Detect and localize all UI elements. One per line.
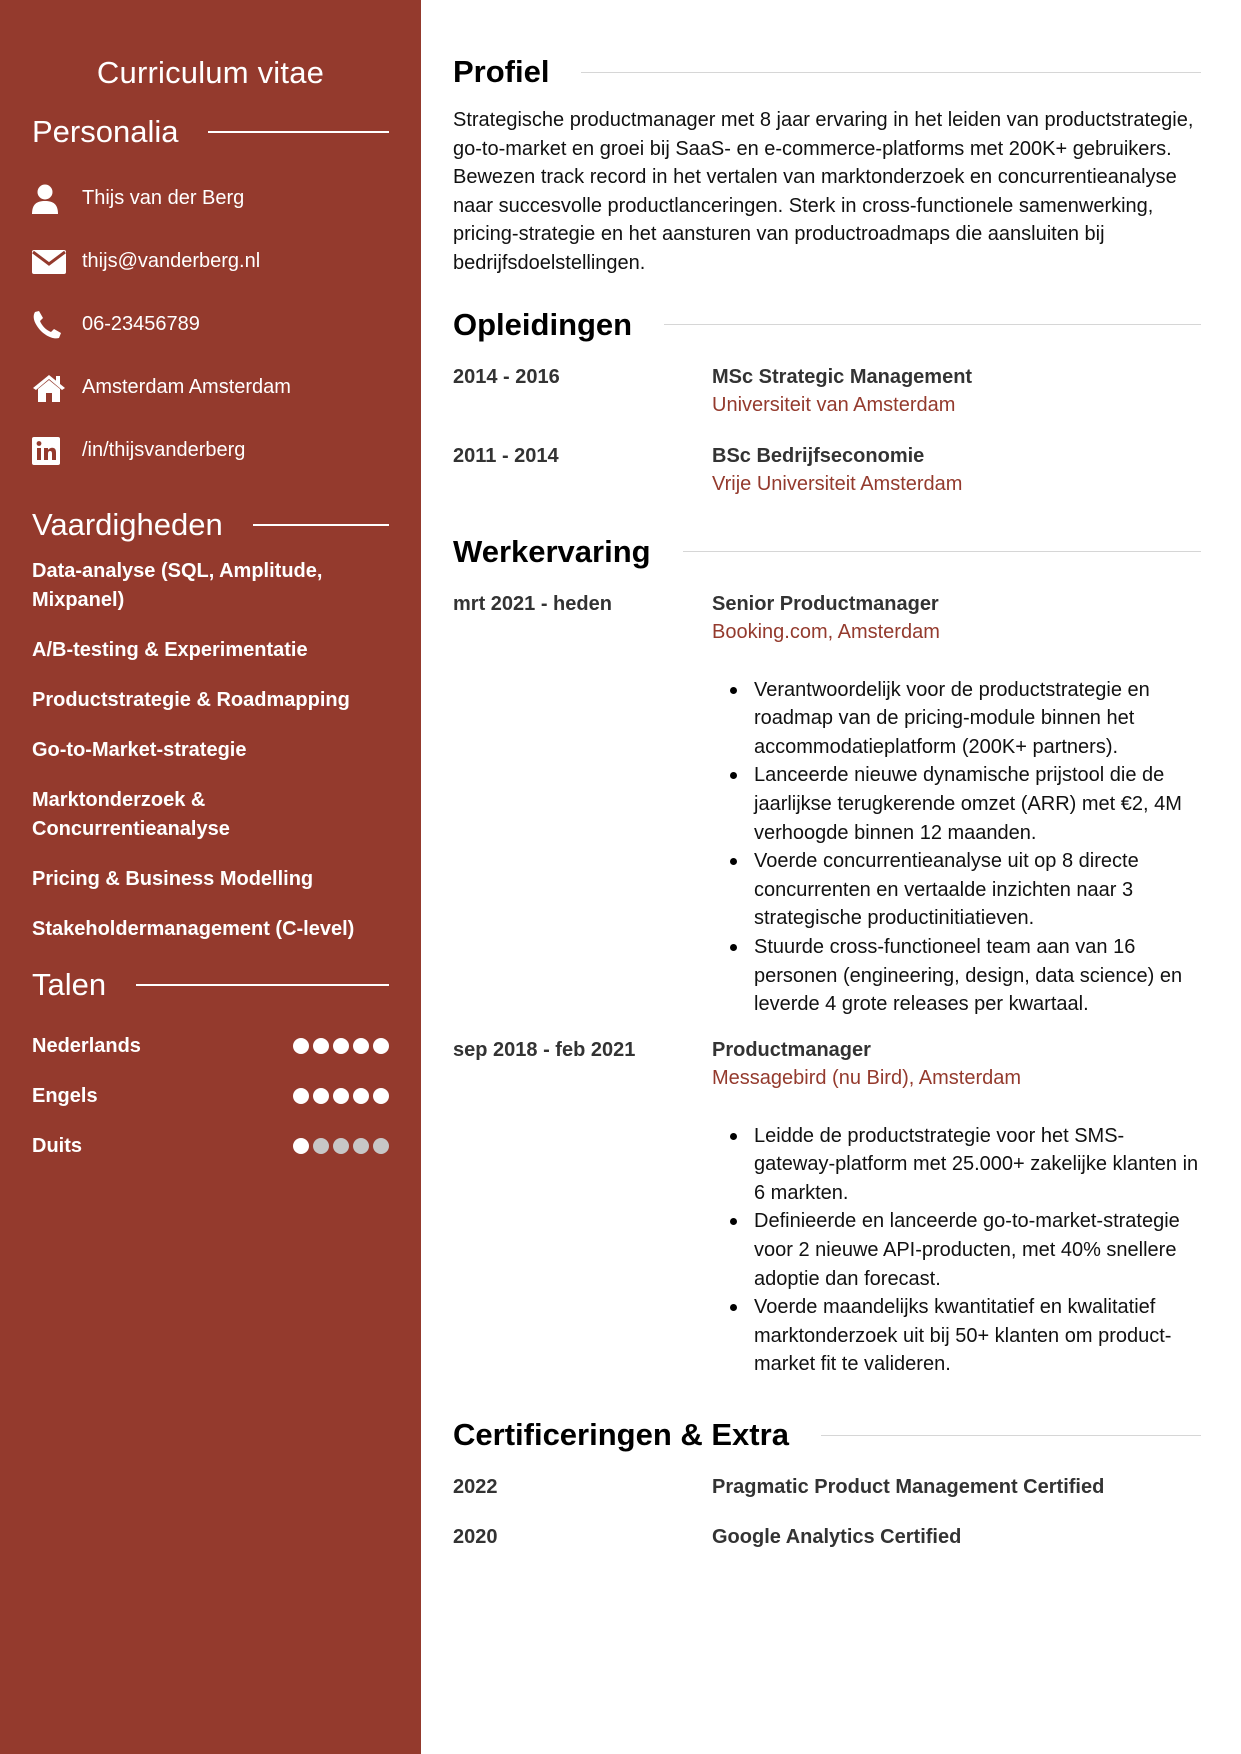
work-role: Senior Productmanager: [712, 592, 939, 615]
contact-address-text: Amsterdam Amsterdam: [82, 376, 291, 398]
contact-email[interactable]: [32, 230, 389, 293]
skill-item: Pricing & Business Modelling: [32, 868, 314, 890]
contact-list: [32, 167, 389, 482]
contact-address: [32, 356, 389, 419]
education-heading: [453, 305, 1201, 345]
languages-heading-text: Talen: [32, 967, 107, 1002]
level-dot: [353, 1088, 369, 1104]
work-role: Productmanager: [712, 1038, 871, 1061]
bullet-item: Stuurde cross-functioneel team aan van 16 personen (engineering, design, data science) en leverde 4 grote releases per kwartaal.: [712, 933, 1201, 1019]
heading-divider: [581, 72, 1201, 73]
level-dot: [373, 1038, 389, 1054]
level-dot: [333, 1138, 349, 1154]
level-dot: [373, 1088, 389, 1104]
skill-item: Productstrategie & Roadmapping: [32, 689, 350, 711]
level-dot: [353, 1038, 369, 1054]
level-dot: [313, 1088, 329, 1104]
bullet-item: Voerde concurrentieanalyse uit op 8 directe concurrenten en vertaalde inzichten naar 3 strategische productinitiatieven.: [712, 847, 1201, 933]
contact-phone: [32, 293, 389, 356]
skill-item: Marktonderzoek & Concurrentieanalyse: [32, 789, 230, 840]
work-heading-text: Werkervaring: [453, 533, 651, 569]
personalia-heading: [32, 112, 389, 152]
language-row: [32, 1071, 389, 1121]
bullet-item: Verantwoordelijk voor de productstrategie en roadmap van de pricing-module binnen het accommodatieplatform (200K+ partners).: [712, 676, 1201, 762]
level-dot: [353, 1138, 369, 1154]
education-school: Universiteit van Amsterdam: [712, 393, 956, 416]
skills-heading: [32, 505, 389, 545]
bullet-item: Voerde maandelijks kwantitatief en kwalitatief marktonderzoek uit bij 50+ klanten om product-market fit te valideren.: [712, 1293, 1201, 1379]
education-school: Vrije Universiteit Amsterdam: [712, 472, 963, 495]
language-level: [293, 1138, 389, 1154]
level-dot: [333, 1088, 349, 1104]
personalia-heading-text: Personalia: [32, 114, 179, 149]
education-date: 2014 - 2016: [453, 365, 560, 388]
education-heading-text: Opleidingen: [453, 306, 633, 342]
language-row: [32, 1021, 389, 1071]
work-company: Messagebird (nu Bird), Amsterdam: [712, 1066, 1022, 1089]
bullet-item: Definieerde en lanceerde go-to-market-strategie voor 2 nieuwe API-producten, met 40% snellere adoptie dan forecast.: [712, 1207, 1201, 1293]
sidebar: [0, 0, 421, 1754]
bullet-item: Leidde de productstrategie voor het SMS-gateway-platform met 25.000+ zakelijke klanten in 6 markten.: [712, 1122, 1201, 1208]
contact-phone-text: 06-23456789: [82, 313, 200, 335]
language-name: Engels: [32, 1084, 98, 1107]
education-entry: [453, 363, 1201, 419]
main-content: [421, 0, 1241, 1754]
certification-date: 2020: [453, 1526, 498, 1549]
work-entry: [453, 1036, 1201, 1379]
work-bullets: [712, 676, 1201, 1019]
heading-divider: [208, 131, 389, 133]
education-entry: [453, 442, 1201, 498]
work-date: sep 2018 - feb 2021: [453, 1038, 636, 1061]
bullet-item: Lanceerde nieuwe dynamische prijstool die de jaarlijkse terugkerende omzet (ARR) met €2, 4M verhoogde binnen 12 maanden.: [712, 761, 1201, 847]
user-icon: [32, 182, 82, 216]
language-level: [293, 1038, 389, 1054]
skills-heading-text: Vaardigheden: [32, 507, 223, 542]
skill-item: Stakeholdermanagement (C-level): [32, 918, 355, 940]
skills-list: [32, 557, 389, 944]
language-row: [32, 1121, 389, 1171]
linkedin-icon: [32, 434, 82, 468]
contact-linkedin[interactable]: [32, 419, 389, 482]
contact-email-text[interactable]: thijs@vanderberg.nl: [82, 250, 261, 272]
profile-heading: [453, 52, 1201, 92]
envelope-icon: [32, 245, 82, 279]
heading-divider: [253, 524, 389, 526]
certification-entry: [453, 1523, 1201, 1551]
level-dot: [293, 1138, 309, 1154]
heading-divider: [821, 1435, 1201, 1436]
profile-heading-text: Profiel: [453, 54, 550, 89]
level-dot: [373, 1138, 389, 1154]
level-dot: [293, 1038, 309, 1054]
language-level: [293, 1088, 389, 1104]
languages-heading: [32, 965, 389, 1005]
language-name: Duits: [32, 1134, 82, 1157]
contact-name: [32, 167, 389, 230]
certification-date: 2022: [453, 1476, 498, 1499]
home-icon: [32, 371, 82, 405]
skill-item: Go-to-Market-strategie: [32, 739, 247, 761]
level-dot: [293, 1088, 309, 1104]
heading-divider: [664, 324, 1201, 325]
contact-linkedin-text[interactable]: /in/thijsvanderberg: [82, 439, 246, 461]
certifications-heading-text: Certificeringen & Extra: [453, 1417, 789, 1453]
certification-title: Google Analytics Certified: [712, 1526, 962, 1549]
work-heading: [453, 532, 1201, 572]
skill-item: A/B-testing & Experimentatie: [32, 639, 308, 661]
work-date: mrt 2021 - heden: [453, 592, 612, 615]
education-date: 2011 - 2014: [453, 444, 559, 467]
certifications-heading: [453, 1415, 1201, 1455]
profile-text: Strategische productmanager met 8 jaar ervaring in het leiden van productstrategie, go-to-market en groei bij SaaS- en e-commerce-platforms met 200K+ gebruikers. Bewezen track record in het vertalen van marktonderzoek en concurrentieanalyse naar succesvolle productlanceringen. Sterk in cross-functionele samenwerking, pricing-strategie en het aansturen van productroadmaps die aansluiten bij bedrijfsdoelstellingen.: [453, 109, 1194, 274]
work-entry: [453, 590, 1201, 1019]
cv-title: Curriculum vitae: [96, 55, 325, 90]
heading-divider: [136, 984, 389, 986]
work-company: Booking.com, Amsterdam: [712, 620, 940, 643]
heading-divider: [683, 551, 1201, 552]
language-name: Nederlands: [32, 1034, 141, 1057]
skill-item: Data-analyse (SQL, Amplitude, Mixpanel): [32, 560, 323, 611]
phone-icon: [32, 308, 82, 342]
certification-title: Pragmatic Product Management Certified: [712, 1476, 1105, 1499]
level-dot: [313, 1138, 329, 1154]
work-bullets: [712, 1122, 1201, 1379]
certification-entry: [453, 1473, 1201, 1501]
contact-name-text: Thijs van der Berg: [82, 187, 245, 209]
level-dot: [333, 1038, 349, 1054]
education-degree: MSc Strategic Management: [712, 365, 973, 388]
education-degree: BSc Bedrijfseconomie: [712, 444, 925, 467]
level-dot: [313, 1038, 329, 1054]
languages-list: [32, 1021, 389, 1171]
